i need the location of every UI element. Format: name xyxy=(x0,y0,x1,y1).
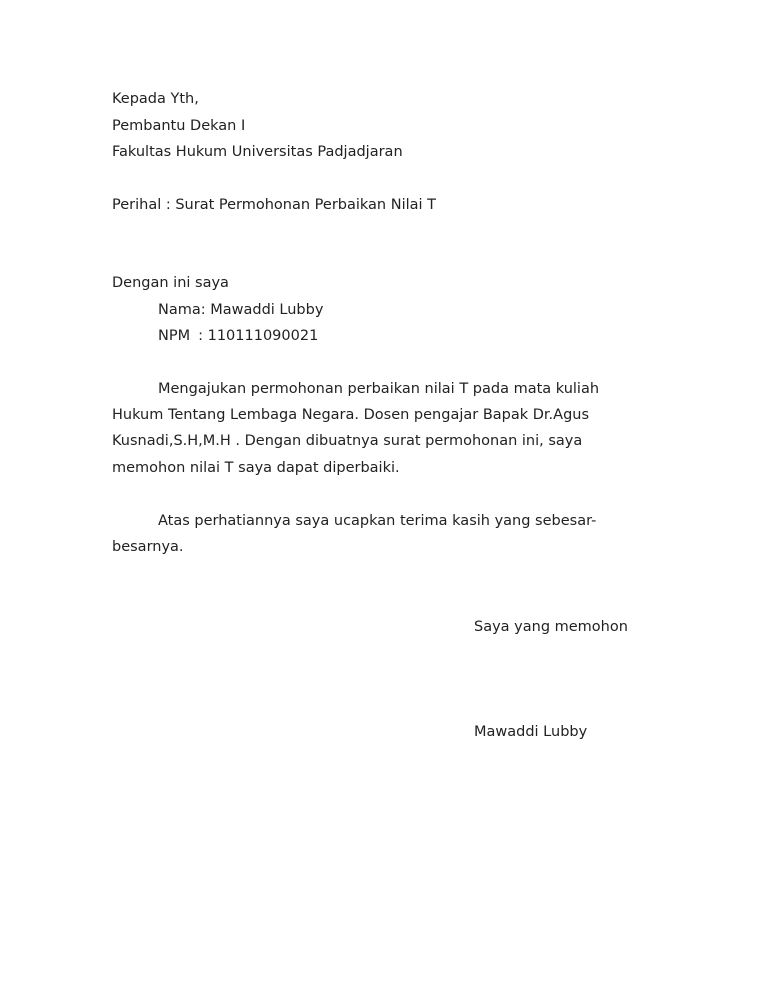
applicant-npm xyxy=(158,327,318,345)
npm-label: NPM xyxy=(158,328,191,344)
body-line-2: Hukum Tentang Lembaga Negara. Dosen pengajar Bapak Dr.Agus xyxy=(112,407,590,423)
body-line-1: Mengajukan permohonan perbaikan nilai T pada mata kuliah xyxy=(158,381,600,397)
applicant-name: Nama: Mawaddi Lubby xyxy=(158,302,324,318)
recipient-salutation: Kepada Yth, xyxy=(112,91,199,107)
signature-name: Mawaddi Lubby xyxy=(474,724,588,740)
recipient-title: Pembantu Dekan I xyxy=(112,118,246,134)
body-line-4: memohon nilai T saya dapat diperbaiki. xyxy=(112,460,400,476)
recipient-institution: Fakultas Hukum Universitas Padjadjaran xyxy=(112,144,403,160)
intro-text: Dengan ini saya xyxy=(112,275,229,291)
body-line-3: Kusnadi,S.H,M.H . Dengan dibuatnya surat permohonan ini, saya xyxy=(112,433,583,449)
npm-value: : 110111090021 xyxy=(198,328,319,344)
signature-label: Saya yang memohon xyxy=(474,619,628,635)
closing-line-1: Atas perhatiannya saya ucapkan terima kasih yang sebesar- xyxy=(158,513,597,529)
closing-line-2: besarnya. xyxy=(112,539,184,555)
letter-subject: Perihal : Surat Permohonan Perbaikan Nilai T xyxy=(112,197,437,213)
